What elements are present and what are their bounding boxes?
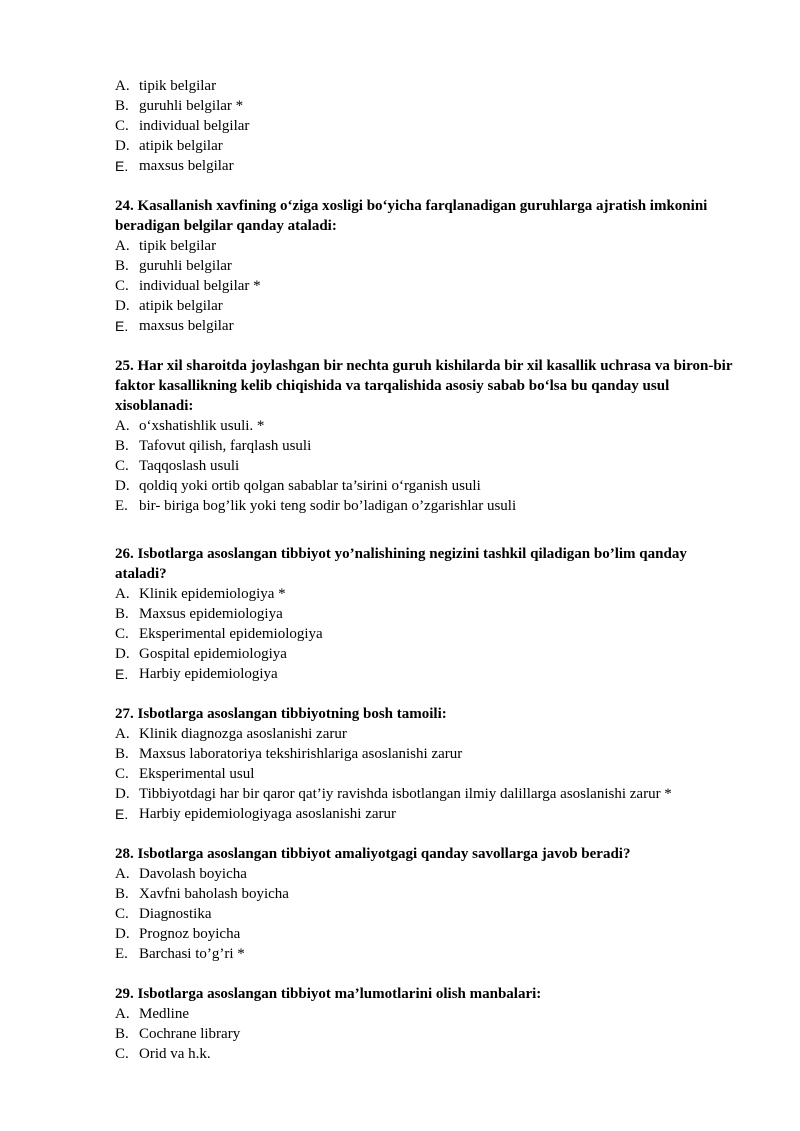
question-text: 26. Isbotlarga asoslangan tibbiyot yo’nalishining negizini tashkil qiladigan bo’lim qanday ataladi? (115, 546, 687, 582)
option-text: qoldiq yoki ortib qolgan sabablar ta’sirini o‘rganish usuli (139, 478, 481, 494)
option-text: atipik belgilar (139, 138, 223, 154)
question-text: 29. Isbotlarga asoslangan tibbiyot ma’lumotlarini olish manbalari: (115, 986, 542, 1002)
option-letter: B. (115, 1026, 129, 1042)
option-text: individual belgilar (139, 118, 250, 134)
option-letter: E. (115, 806, 129, 822)
option-text: bir- biriga bog’lik yoki teng sodir bo’ladigan o’zgarishlar usuli (139, 498, 517, 514)
option-c (115, 904, 735, 924)
option-letter: B. (115, 606, 129, 622)
option-e (115, 804, 735, 824)
option-letter: C. (115, 906, 129, 922)
option-d (115, 296, 735, 316)
option-c (115, 764, 735, 784)
option-letter: D. (115, 298, 130, 314)
question-block-27 (115, 704, 735, 824)
option-d (115, 476, 735, 496)
option-text: Diagnostika (139, 906, 212, 922)
option-text: Maxsus epidemiologiya (139, 606, 283, 622)
option-text: Medline (139, 1006, 189, 1022)
question-block-23-continued (115, 76, 735, 176)
option-letter: E. (115, 158, 129, 174)
option-text: Tafovut qilish, farqlash usuli (139, 438, 312, 454)
option-letter: D. (115, 478, 130, 494)
option-b (115, 96, 735, 116)
option-letter: D. (115, 646, 130, 662)
option-c (115, 276, 735, 296)
option-letter: B. (115, 258, 129, 274)
option-text: Orid va h.k. (139, 1046, 211, 1062)
option-c (115, 1044, 735, 1064)
option-letter: D. (115, 926, 130, 942)
option-d (115, 784, 735, 804)
option-letter: E. (115, 946, 128, 962)
option-letter: A. (115, 78, 130, 94)
option-letter: C. (115, 458, 129, 474)
option-letter: B. (115, 98, 129, 114)
option-letter: B. (115, 886, 129, 902)
option-c (115, 116, 735, 136)
option-a (115, 416, 735, 436)
option-text: Cochrane library (139, 1026, 241, 1042)
option-b (115, 256, 735, 276)
option-b (115, 744, 735, 764)
option-text: Gospital epidemiologiya (139, 646, 287, 662)
option-e (115, 156, 735, 176)
option-c (115, 624, 735, 644)
option-text: Xavfni baholash boyicha (139, 886, 289, 902)
option-d (115, 644, 735, 664)
option-text: Klinik epidemiologiya * (139, 586, 286, 602)
option-a (115, 76, 735, 96)
question-block-25 (115, 356, 735, 516)
option-d (115, 136, 735, 156)
option-b (115, 884, 735, 904)
option-text: Barchasi to’g’ri * (139, 946, 245, 962)
option-letter: C. (115, 118, 129, 134)
question-text: 24. Kasallanish xavfining o‘ziga xosligi bo‘yicha farqlanadigan guruhlarga ajratish imkonini beradigan belgilar qanday ataladi: (115, 198, 708, 234)
option-b (115, 436, 735, 456)
option-e (115, 944, 735, 964)
option-text: guruhli belgilar * (139, 98, 244, 114)
question-block-26 (115, 544, 735, 684)
option-text: Davolash boyicha (139, 866, 247, 882)
option-a (115, 584, 735, 604)
option-a (115, 1004, 735, 1024)
option-text: Harbiy epidemiologiya (139, 666, 278, 682)
option-text: maxsus belgilar (139, 318, 234, 334)
option-letter: E. (115, 318, 129, 334)
option-b (115, 604, 735, 624)
option-d (115, 924, 735, 944)
question-block-28 (115, 844, 735, 964)
option-letter: E. (115, 498, 128, 514)
option-letter: D. (115, 138, 130, 154)
option-text: tipik belgilar (139, 238, 217, 254)
question-block-24 (115, 196, 735, 336)
option-letter: A. (115, 586, 130, 602)
option-text: Klinik diagnozga asoslanishi zarur (139, 726, 347, 742)
option-letter: A. (115, 238, 130, 254)
option-letter: B. (115, 746, 129, 762)
option-letter: A. (115, 1006, 130, 1022)
option-text: atipik belgilar (139, 298, 223, 314)
question-block-29 (115, 984, 735, 1064)
option-e (115, 316, 735, 336)
option-letter: C. (115, 766, 129, 782)
option-e (115, 664, 735, 684)
option-letter: B. (115, 438, 129, 454)
option-letter: C. (115, 278, 129, 294)
option-text: guruhli belgilar (139, 258, 232, 274)
option-text: individual belgilar * (139, 278, 261, 294)
option-text: o‘xshatishlik usuli. * (139, 418, 265, 434)
option-a (115, 864, 735, 884)
option-text: Taqqoslash usuli (139, 458, 240, 474)
option-letter: A. (115, 418, 130, 434)
option-text: tipik belgilar (139, 78, 217, 94)
option-a (115, 236, 735, 256)
option-letter: C. (115, 626, 129, 642)
option-text: Tibbiyotdagi har bir qaror qat’iy ravishda isbotlangan ilmiy dalillarga asoslanishi zarur * (139, 786, 672, 802)
option-c (115, 456, 735, 476)
option-text: Prognoz boyicha (139, 926, 241, 942)
option-text: Maxsus laboratoriya tekshirishlariga asoslanishi zarur (139, 746, 463, 762)
option-text: Eksperimental epidemiologiya (139, 626, 323, 642)
question-text: 28. Isbotlarga asoslangan tibbiyot amaliyotgagi qanday savollarga javob beradi? (115, 846, 631, 862)
document-page (115, 76, 735, 1064)
option-letter: A. (115, 866, 130, 882)
option-text: Harbiy epidemiologiyaga asoslanishi zarur (139, 806, 397, 822)
option-letter: D. (115, 786, 130, 802)
option-text: maxsus belgilar (139, 158, 234, 174)
option-b (115, 1024, 735, 1044)
question-text: 25. Har xil sharoitda joylashgan bir nechta guruh kishilarda bir xil kasallik uchrasa va biron-bir faktor kasallikning kelib chiqishida va tarqalishida asosiy sabab bo‘lsa bu qanday usul xisoblanadi: (115, 358, 733, 414)
option-text: Eksperimental usul (139, 766, 255, 782)
option-letter: A. (115, 726, 130, 742)
option-e (115, 496, 735, 516)
option-a (115, 724, 735, 744)
question-text: 27. Isbotlarga asoslangan tibbiyotning bosh tamoili: (115, 706, 447, 722)
option-letter: C. (115, 1046, 129, 1062)
option-letter: E. (115, 666, 129, 682)
